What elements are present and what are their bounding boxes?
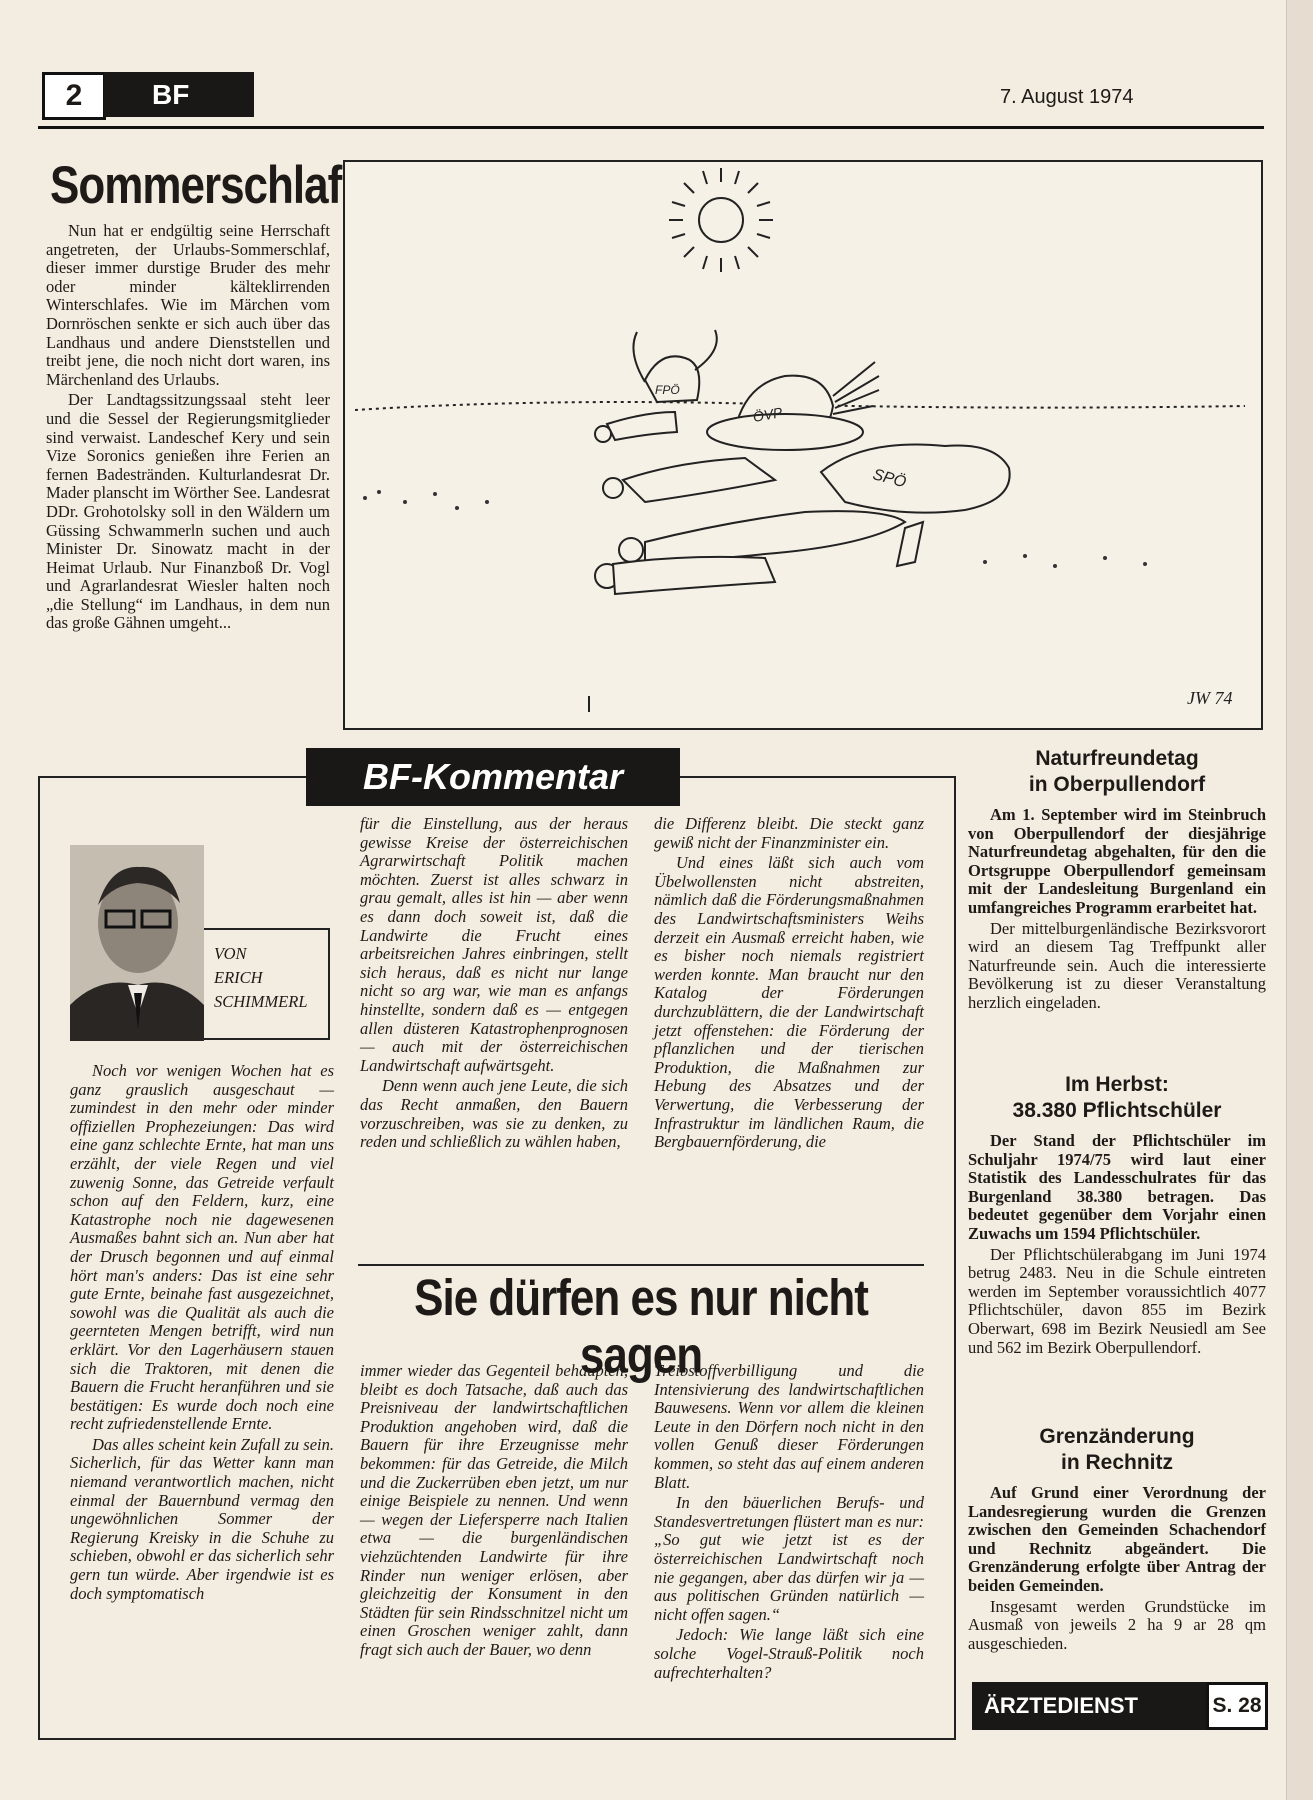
naturfreunde-headline-1: Naturfreundetag [1035,747,1199,770]
paper-logo-bar: BF [104,72,254,117]
naturfreunde-headline-2: in Oberpullendorf [1028,773,1206,796]
herbst-article [968,1072,1266,1357]
political-cartoon [343,160,1263,730]
header-rule [38,126,1264,129]
herbst-headline-2: 38.380 Pflichtschüler [1012,1099,1222,1122]
paragraph: Jedoch: Wie lange läßt sich eine solche Vogel-Strauß-Politik noch aufrechterhalten? [654,1625,924,1682]
sommerschlaf-headline: Sommerschlaf [50,156,342,215]
paragraph: Der Landtagssitzungssaal steht leer und die Sessel der Regierungsmitglieder sind verwaist. Landeschef Kery und sein Vize Soronics genießen ihre Ferien an fernen Badestränden. Kulturlandesrat Dr. Mader planscht im Wörther See. Landesrat DDr. Grohotolsky soll in den Wäldern um Güssing Schwammerln suchen und auch Minister Dr. Sinowatz macht in der Heimat Urlaub. Nur Finanzboß Dr. Vogl und Agrarlandesrat Wiesler halten noch „die Stellung“ im Landhaus, in dem nun das große Gähnen umgeht... [46,390,330,633]
kommentar-column-2 [360,815,628,1154]
paragraph: immer wieder das Gegenteil behaupten, bleibt es doch Tatsache, daß auch das Preisniveau der landwirtschaftlichen Produktion angehoben wird, daß die Bauern für ihre Erzeugnisse mehr bekommen: für das Getreide, die Milch und die Zuckerrüben eben jetzt, um nur einige Beispiele zu nennen. Und wenn — wegen der Liefersperre nach Italien etwa — die burgenländischen viehzüchtenden Landwirte für ihre Rinder nun weniger erlösen, aber gleichzeitig der Konsument in den Städten für sein Rindsschnitzel nicht um einen Groschen weniger zahlt, dann fragt sich auch der Bauer, wo denn [360,1361,628,1659]
paragraph: für die Einstellung, aus der heraus gewisse Kreise der österreichischen Agrarwirtschaft Politik machen möchten. Zuerst ist alles schwarz in grau gemalt, alles ist hin — aber wenn es dann doch soweit ist, daß die Landwirte die Frucht eines arbeitsreichen Jahres einbringen, stellt sich heraus, daß es nicht nur lange nicht so arg war, wie man es anfangs hinstellte, sondern daß es — entgegen allen düsteren Katastrophenprognosen — auch mit der österreichischen Landwirtschaft aufwärtsgeht. [360,814,628,1075]
section-rule [358,1264,924,1266]
page-edge [1286,0,1313,1800]
author-portrait [70,845,204,1041]
paragraph: Treibstoffverbilligung und die Intensivierung des landwirtschaftlichen Bauwesens. Wenn vor allem die kleinen Leute in den Dörfern noch nicht in den vollen Genuß dieser Förderungen kommen, so steht das auf einem anderen Blatt. [654,1361,924,1492]
fpo-label: FPÖ [655,383,680,397]
author-byline [204,928,330,1040]
sie-duerfen-headline: Sie dürfen es nur nicht sagen [414,1270,868,1384]
author-first-name: ERICH [214,968,263,987]
paragraph: Denn wenn auch jene Leute, die sich das Recht anmaßen, den Bauern vorzuschreiben, was sie zu denken, zu reden und schließlich zu wählen haben, [360,1076,628,1152]
byline-prefix: VON [214,944,247,963]
naturfreunde-article [968,746,1266,1013]
paragraph: Nun hat er endgültig seine Herrschaft angetreten, der Urlaubs-Sommerschlaf, dieser immer durstige Bruder des mehr oder minder kälteklirrenden Winterschlafes. Wie im Märchen vom Dornröschen senkte er sich auch über das Landhaus und andere Dienststellen und treibt jene, die noch nicht dort waren, ins Märchenland des Urlaubs. [46,221,330,389]
sommerschlaf-article [46,222,330,635]
grenze-lead: Auf Grund einer Verordnung der Landesregierung wurden die Grenzen zwischen den Gemeinden Schachendorf und Rechnitz abgeändert. Die Grenzänderung erfolgte über Antrag der beiden Gemeinden. [968,1483,1266,1595]
paragraph: In den bäuerlichen Berufs- und Standesvertretungen flüstert man es nur: „So gut wie jetzt ist es der österreichischen Landwirtschaft noch nie gegangen, aber das dürfen wir ja — aus politischen Gründen natürlich — nicht offen sagen.“ [654,1493,924,1624]
cartoon-drawing [345,162,1261,728]
spo-label: SPÖ [870,466,908,492]
aerztedienst-page-ref: S. 28 [1206,1682,1268,1730]
author-last-name: SCHIMMERL [214,992,308,1011]
paragraph: Und eines läßt sich auch vom Übelwollensten nicht abstreiten, nämlich daß die Förderungsmaßnahmen des Landwirtschaftsministers Weihs derzeit ein Ausmaß erreicht haben, wie es bisher noch niemals registriert werden konnte. Man braucht nur den Katalog der Förderungen durchzublättern, die der Landwirtschaft jetzt offenstehen: die Förderung der pflanzlichen und der tierischen Produktion, die Maßnahmen zur Hebung des Absatzes und der Verwertung, die Verbesserung der Infrastruktur im ländlichen Raum, die Bergbauernförderung, die [654,853,924,1152]
grenze-headline-2: in Rechnitz [1060,1451,1173,1474]
paragraph: die Differenz bleibt. Die steckt ganz gewiß nicht der Finanzminister ein. [654,814,924,852]
ovp-label: ÖVP [751,404,784,425]
issue-date: 7. August 1974 [1000,86,1134,108]
sie-duerfen-column-2 [654,1362,924,1684]
paragraph: Das alles scheint kein Zufall zu sein. Sicherlich, für das Wetter kann man niemand verantwortlich machen, nicht einmal der Bauernbund vermag den ungewöhnlichen Sommer der Regierung Kreisky in die Schuhe zu schieben, obwohl er das sicherlich sehr gern tun würde. Aber irgendwie ist es doch symptomatisch [70,1434,334,1603]
page-number: 2 [42,72,106,120]
author-photo [70,845,204,1041]
naturfreunde-lead: Am 1. September wird im Steinbruch von Oberpullendorf der diesjährige Naturfreundetag abgehalten, für den die Ortsgruppe Oberpullendorf gemeinsam mit der Landesleitung Burgenland ein umfangreiches Programm erarbeitet hat. [968,805,1266,917]
herbst-lead: Der Stand der Pflichtschüler im Schuljahr 1974/75 wird laut einer Statistik des Landesschulrates für das Burgenland 38.380 betragen. Das bedeutet gegenüber dem Vorjahr einen Zuwachs um 1594 Pflichtschüler. [968,1131,1266,1243]
kommentar-title: BF-Kommentar [306,748,680,806]
aerztedienst-label: ÄRZTEDIENST [972,1682,1206,1730]
sun-icon [669,168,773,272]
kommentar-column-1 [70,1062,334,1605]
artist-signature: JW 74 [1187,688,1233,708]
grenze-body: Insgesamt werden Grundstücke im Ausmaß von jeweils 2 ha 9 ar 28 qm ausgeschieden. [968,1596,1266,1653]
sie-duerfen-column-1 [360,1362,628,1662]
herbst-body: Der Pflichtschülerabgang im Juni 1974 betrug 2483. Neu in die Schule eintreten werden im September voraussichtlich 4077 Pflichtschüler, davon 855 im Bezirk Oberwart, 698 im Bezirk Neusiedl am See und 562 im Bezirk Oberpullendorf. [968,1244,1266,1357]
herbst-headline-1: Im Herbst: [1065,1073,1169,1096]
naturfreunde-body: Der mittelburgenländische Bezirksvorort wird an diesem Tag Treffpunkt aller Naturfreunde sein. Auch die interessierte Bevölkerung ist zu dieser Veranstaltung herzlich eingeladen. [968,918,1266,1012]
grenze-article [968,1424,1266,1653]
kommentar-column-3 [654,815,924,1154]
paragraph: Noch vor wenigen Wochen hat es ganz grauslich ausgeschaut — zumindest in den mehr oder minder offiziellen Prophezeiungen: Das wird eine ganz schlechte Ernte, hat man uns erzählt, der viele Regen und viel zuwenig Sonne, das Getreide verfault schon auf den Feldern, kurz, eine Katastrophe noch nie dagewesenen Ausmaßes bahnt sich an. Nun aber hat der Drusch begonnen und auf einmal hört man's anders: Das ist eine sehr gute Ernte, beinahe fast ausgezeichnet, sowohl was die Qualität als auch die geernteten Mengen betrifft, wird nun erklärt. Vor den Lagerhäusern stauen sich die Traktoren, mit denen die Bauern die Frucht heranführen und sie bestätigen: Es wurde doch noch eine recht zufriedenstellende Ernte. [70,1061,334,1434]
grenze-headline-1: Grenzänderung [1039,1425,1195,1448]
